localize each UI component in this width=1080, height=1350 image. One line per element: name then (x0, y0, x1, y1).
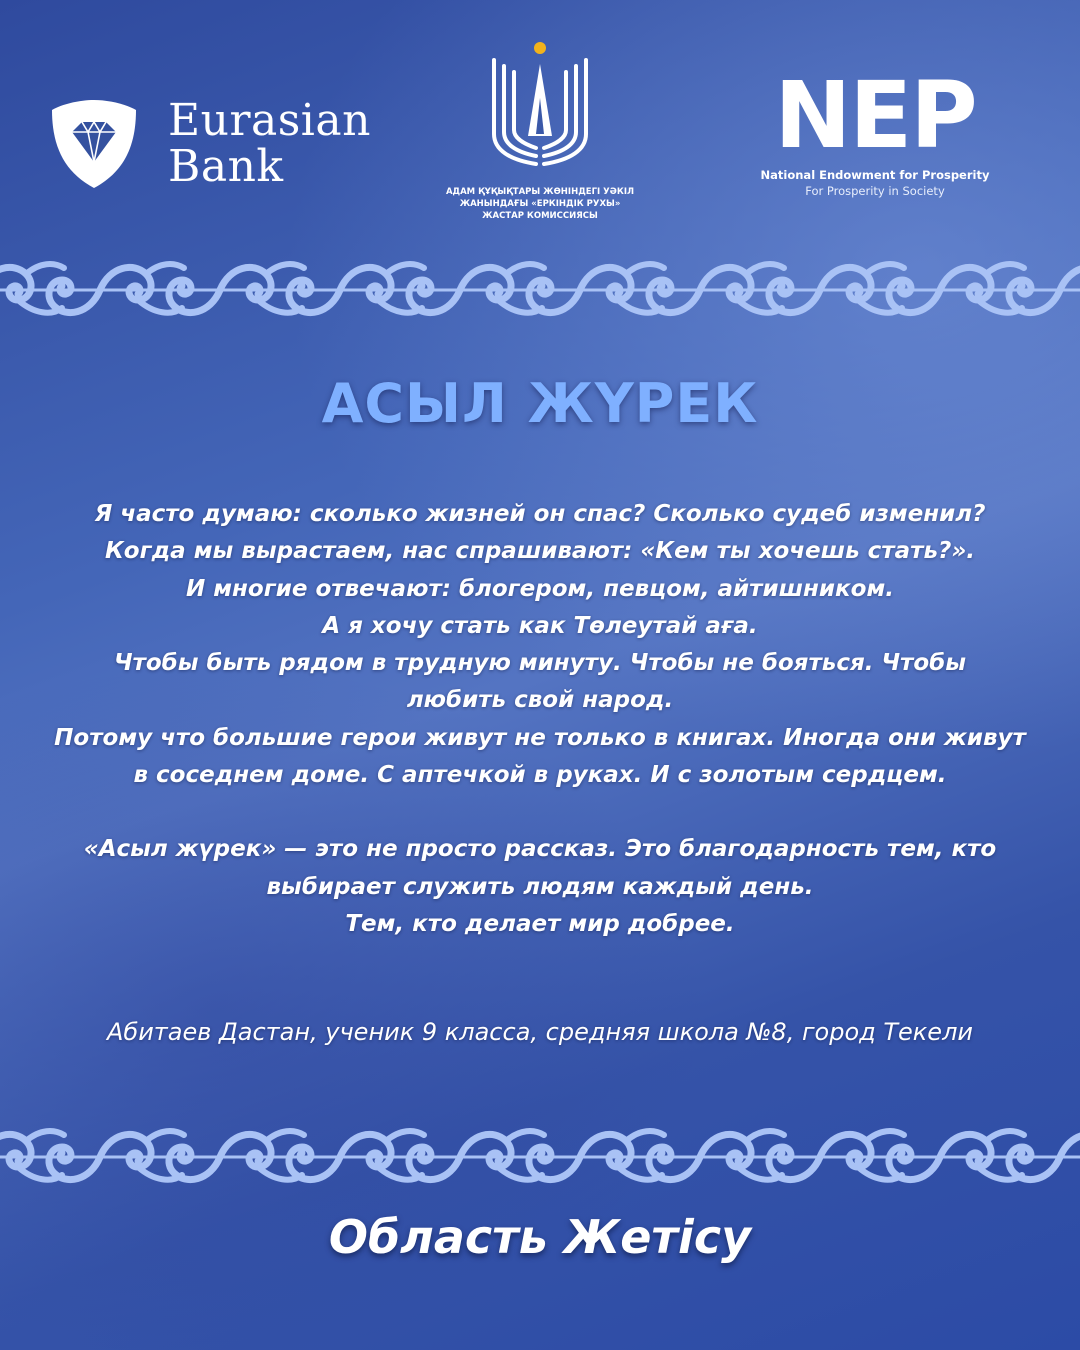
nep-fullname: National Endowment for Prosperity (760, 168, 990, 182)
logo-row (0, 0, 1080, 250)
poem-line: любить свой народ. (406, 687, 674, 714)
region-name: Область Жетісу (328, 1210, 752, 1264)
caption-line-3: ЖАСТАР КОМИССИЯСЫ (482, 211, 598, 221)
open-book-emblem-icon (480, 38, 600, 176)
poem-line: А я хочу стать как Төлеутай аға. (322, 612, 758, 639)
author-credit: Абитаев Дастан, ученик 9 класса, средняя школа №8, город Текели (106, 1018, 974, 1046)
ornament-border-bottom (0, 1125, 1080, 1189)
closing-line: выбирает служить людям каждый день. (266, 873, 814, 900)
nep-logo (760, 62, 990, 198)
poem-line: Я часто думаю: сколько жизней он спас? Сколько судеб изменил? (94, 501, 986, 527)
closing-line: Тем, кто делает мир добрее. (345, 910, 735, 937)
eurasian-bank-logo (50, 95, 371, 192)
eurasian-bank-line2: Bank (168, 141, 284, 192)
poem-line: Потому что большие герои живут не только в книгах. Иногда они живут (54, 724, 1026, 751)
youth-commission-logo (430, 38, 650, 222)
nep-wordmark: NEP (774, 62, 976, 169)
nep-tagline: For Prosperity in Society (805, 184, 945, 198)
poem-line: Когда мы вырастаем, нас спрашивают: «Кем ты хочешь стать?». (104, 538, 976, 565)
stanza-gap (20, 794, 1060, 831)
poem-line: Чтобы быть рядом в трудную минуту. Чтобы не бояться. Чтобы (113, 650, 967, 677)
caption-line-1: АДАМ ҚҰҚЫҚТАРЫ ЖӨНІНДЕГІ УӘКІЛ (445, 187, 635, 197)
ornament-border-top (0, 258, 1080, 322)
poem-line: в соседнем доме. С аптечкой в руках. И с золотым сердцем. (133, 762, 947, 789)
youth-commission-caption (430, 186, 650, 222)
poem-body (20, 496, 1060, 943)
page-title: АСЫЛ ЖҮРЕК (321, 372, 759, 435)
caption-line-2: ЖАНЫНДАҒЫ «ЕРКІНДІК РУХЫ» (459, 199, 621, 209)
poem-line: И многие отвечают: блогером, певцом, айтишником. (185, 575, 894, 602)
eurasian-bank-line1: Eurasian (168, 95, 371, 146)
closing-line: «Асыл жүрек» — это не просто рассказ. Это благодарность тем, кто (83, 836, 997, 863)
diamond-shield-icon (50, 98, 138, 190)
